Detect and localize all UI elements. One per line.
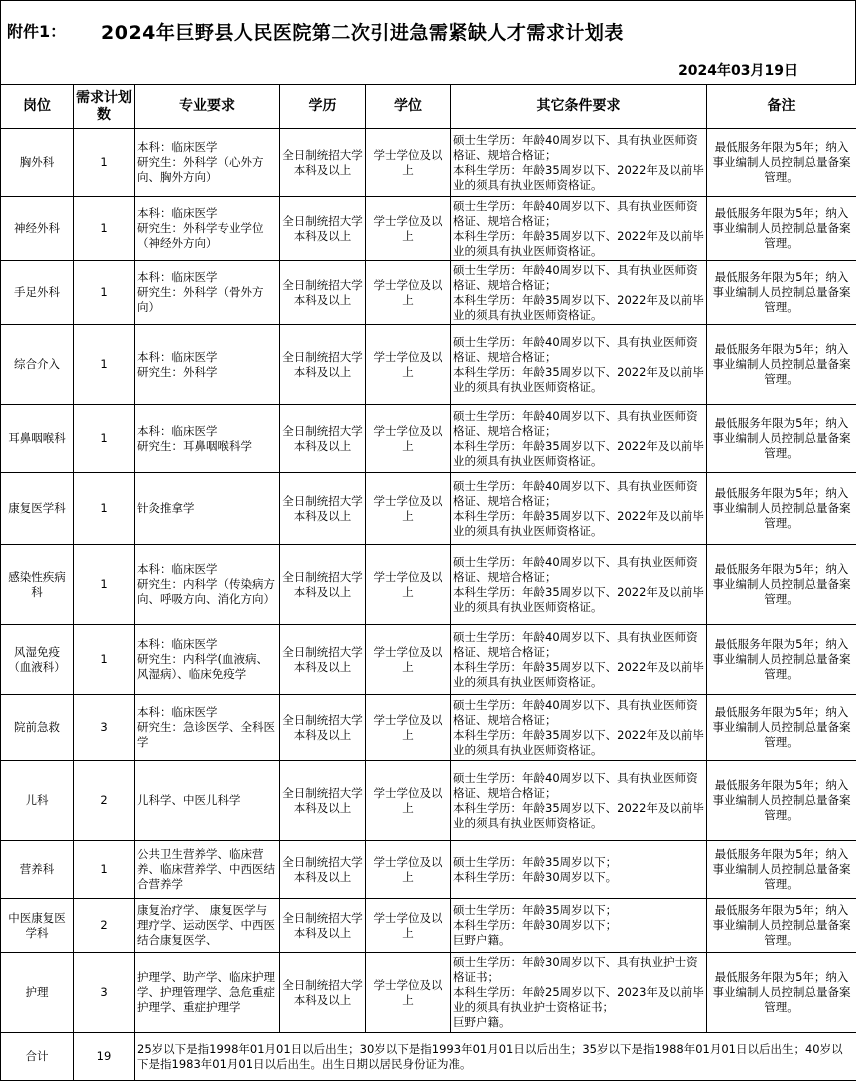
cell-degree: 学士学位及以上 (366, 197, 451, 261)
cell-count: 1 (74, 325, 135, 405)
cell-note: 最低服务年限为5年；纳入事业编制人员控制总量备案管理。 (707, 953, 856, 1033)
cell-post: 神经外科 (1, 197, 74, 261)
cell-other: 硕士生学历：年龄40周岁以下、具有执业医师资格证、规培合格证； 本科生学历：年龄35周岁以下、2022年及以前毕业的须具有执业医师资格证。 (451, 197, 707, 261)
table-body (1, 129, 856, 1033)
cell-degree: 学士学位及以上 (366, 625, 451, 695)
cell-major: 公共卫生营养学、临床营养、临床营养学、中西医结合营养学 (135, 841, 280, 899)
cell-education: 全日制统招大学本科及以上 (280, 953, 366, 1033)
cell-note: 最低服务年限为5年；纳入事业编制人员控制总量备案管理。 (707, 325, 856, 405)
cell-major: 本科：临床医学 研究生：外科学（心外方向、胸外方向） (135, 129, 280, 197)
cell-post: 风湿免疫（血液科） (1, 625, 74, 695)
table-row (1, 197, 856, 261)
cell-post: 院前急救 (1, 695, 74, 761)
table-row (1, 261, 856, 325)
table-row (1, 841, 856, 899)
attachment-label: 附件1： (7, 22, 67, 41)
cell-other: 硕士生学历：年龄35周岁以下； 本科生学历：年龄30周岁以下； 巨野户籍。 (451, 899, 707, 953)
cell-major: 儿科学、中医儿科学 (135, 761, 280, 841)
cell-count: 2 (74, 899, 135, 953)
cell-note: 最低服务年限为5年；纳入事业编制人员控制总量备案管理。 (707, 545, 856, 625)
cell-count: 1 (74, 129, 135, 197)
cell-major: 本科：临床医学 研究生：外科学 (135, 325, 280, 405)
cell-education: 全日制统招大学本科及以上 (280, 545, 366, 625)
total-label: 合计 (1, 1033, 74, 1081)
cell-education: 全日制统招大学本科及以上 (280, 197, 366, 261)
cell-degree: 学士学位及以上 (366, 473, 451, 545)
cell-count: 1 (74, 473, 135, 545)
cell-education: 全日制统招大学本科及以上 (280, 473, 366, 545)
cell-post: 胸外科 (1, 129, 74, 197)
cell-note: 最低服务年限为5年；纳入事业编制人员控制总量备案管理。 (707, 625, 856, 695)
cell-major: 本科：临床医学 研究生：耳鼻咽喉科学 (135, 405, 280, 473)
col-header-degree: 学位 (366, 85, 451, 129)
cell-degree: 学士学位及以上 (366, 695, 451, 761)
sheet-title: 2024年巨野县人民医院第二次引进急需紧缺人才需求计划表 (101, 22, 624, 44)
cell-education: 全日制统招大学本科及以上 (280, 899, 366, 953)
table-row (1, 625, 856, 695)
cell-degree: 学士学位及以上 (366, 953, 451, 1033)
sheet-header (0, 0, 856, 85)
cell-major: 本科：临床医学 研究生：急诊医学、全科医学 (135, 695, 280, 761)
cell-other: 硕士生学历：年龄40周岁以下、具有执业医师资格证、规培合格证； 本科生学历：年龄35周岁以下、2022年及以前毕业的须具有执业医师资格证。 (451, 695, 707, 761)
cell-other: 硕士生学历：年龄40周岁以下、具有执业医师资格证、规培合格证； 本科生学历：年龄35周岁以下、2022年及以前毕业的须具有执业医师资格证。 (451, 625, 707, 695)
cell-other: 硕士生学历：年龄40周岁以下、具有执业医师资格证、规培合格证； 本科生学历：年龄35周岁以下、2022年及以前毕业的须具有执业医师资格证。 (451, 129, 707, 197)
cell-education: 全日制统招大学本科及以上 (280, 761, 366, 841)
cell-education: 全日制统招大学本科及以上 (280, 405, 366, 473)
total-row (1, 1033, 856, 1081)
cell-note: 最低服务年限为5年；纳入事业编制人员控制总量备案管理。 (707, 841, 856, 899)
cell-education: 全日制统招大学本科及以上 (280, 325, 366, 405)
cell-degree: 学士学位及以上 (366, 325, 451, 405)
cell-post: 耳鼻咽喉科 (1, 405, 74, 473)
table-row (1, 695, 856, 761)
cell-count: 2 (74, 761, 135, 841)
cell-degree: 学士学位及以上 (366, 899, 451, 953)
cell-post: 儿科 (1, 761, 74, 841)
cell-major: 本科：临床医学 研究生：内科学(血液病、风湿病）、临床免疫学 (135, 625, 280, 695)
table-header-row (1, 85, 856, 129)
cell-post: 中医康复医学科 (1, 899, 74, 953)
total-footnote: 25岁以下是指1998年01月01日以后出生；30岁以下是指1993年01月01日以后出生；35岁以下是指1988年01月01日以后出生；40岁以下是指1983年01月01日以后出生。出生日期以居民身份证为准。 (135, 1033, 856, 1081)
cell-post: 护理 (1, 953, 74, 1033)
cell-other: 硕士生学历：年龄40周岁以下、具有执业医师资格证、规培合格证； 本科生学历：年龄35周岁以下、2022年及以前毕业的须具有执业医师资格证。 (451, 405, 707, 473)
cell-post: 综合介入 (1, 325, 74, 405)
cell-count: 1 (74, 261, 135, 325)
cell-degree: 学士学位及以上 (366, 841, 451, 899)
cell-count: 1 (74, 545, 135, 625)
cell-other: 硕士生学历：年龄35周岁以下； 本科生学历：年龄30周岁以下。 (451, 841, 707, 899)
table-row (1, 761, 856, 841)
col-header-note: 备注 (707, 85, 856, 129)
cell-other: 硕士生学历：年龄40周岁以下、具有执业医师资格证、规培合格证； 本科生学历：年龄35周岁以下、2022年及以前毕业的须具有执业医师资格证。 (451, 325, 707, 405)
cell-education: 全日制统招大学本科及以上 (280, 129, 366, 197)
cell-note: 最低服务年限为5年；纳入事业编制人员控制总量备案管理。 (707, 129, 856, 197)
requirements-table (0, 84, 856, 1081)
cell-count: 3 (74, 953, 135, 1033)
cell-other: 硕士生学历：年龄40周岁以下、具有执业医师资格证、规培合格证； 本科生学历：年龄35周岁以下、2022年及以前毕业的须具有执业医师资格证。 (451, 261, 707, 325)
cell-count: 1 (74, 841, 135, 899)
sheet-date: 2024年03月19日 (678, 63, 798, 79)
cell-post: 手足外科 (1, 261, 74, 325)
cell-major: 本科：临床医学 研究生：外科学专业学位（神经外方向） (135, 197, 280, 261)
table-row (1, 129, 856, 197)
cell-major: 康复治疗学、 康复医学与理疗学、运动医学、中西医结合康复医学、 (135, 899, 280, 953)
cell-other: 硕士生学历：年龄40周岁以下、具有执业医师资格证、规培合格证； 本科生学历：年龄35周岁以下、2022年及以前毕业的须具有执业医师资格证。 (451, 761, 707, 841)
total-count: 19 (74, 1033, 135, 1081)
col-header-major: 专业要求 (135, 85, 280, 129)
cell-degree: 学士学位及以上 (366, 405, 451, 473)
col-header-count: 需求计划数 (74, 85, 135, 129)
cell-education: 全日制统招大学本科及以上 (280, 695, 366, 761)
cell-education: 全日制统招大学本科及以上 (280, 841, 366, 899)
cell-note: 最低服务年限为5年；纳入事业编制人员控制总量备案管理。 (707, 695, 856, 761)
cell-major: 本科：临床医学 研究生：内科学（传染病方向、呼吸方向、消化方向） (135, 545, 280, 625)
table-row (1, 545, 856, 625)
cell-degree: 学士学位及以上 (366, 761, 451, 841)
table-row (1, 325, 856, 405)
cell-other: 硕士生学历：年龄30周岁以下、具有执业护士资格证书； 本科生学历：年龄25周岁以下、2023年及以前毕业的须具有执业护士资格证书； 巨野户籍。 (451, 953, 707, 1033)
col-header-other: 其它条件要求 (451, 85, 707, 129)
cell-post: 康复医学科 (1, 473, 74, 545)
cell-count: 1 (74, 197, 135, 261)
cell-note: 最低服务年限为5年；纳入事业编制人员控制总量备案管理。 (707, 473, 856, 545)
cell-count: 1 (74, 625, 135, 695)
cell-degree: 学士学位及以上 (366, 545, 451, 625)
cell-education: 全日制统招大学本科及以上 (280, 261, 366, 325)
col-header-post: 岗位 (1, 85, 74, 129)
cell-count: 3 (74, 695, 135, 761)
cell-other: 硕士生学历：年龄40周岁以下、具有执业医师资格证、规培合格证； 本科生学历：年龄35周岁以下、2022年及以前毕业的须具有执业医师资格证。 (451, 545, 707, 625)
cell-degree: 学士学位及以上 (366, 261, 451, 325)
cell-post: 营养科 (1, 841, 74, 899)
table-row (1, 899, 856, 953)
cell-note: 最低服务年限为5年；纳入事业编制人员控制总量备案管理。 (707, 899, 856, 953)
cell-note: 最低服务年限为5年；纳入事业编制人员控制总量备案管理。 (707, 405, 856, 473)
cell-note: 最低服务年限为5年；纳入事业编制人员控制总量备案管理。 (707, 197, 856, 261)
cell-post: 感染性疾病科 (1, 545, 74, 625)
table-row (1, 405, 856, 473)
table-row (1, 953, 856, 1033)
cell-degree: 学士学位及以上 (366, 129, 451, 197)
cell-note: 最低服务年限为5年；纳入事业编制人员控制总量备案管理。 (707, 261, 856, 325)
cell-major: 针灸推拿学 (135, 473, 280, 545)
table-row (1, 473, 856, 545)
cell-note: 最低服务年限为5年；纳入事业编制人员控制总量备案管理。 (707, 761, 856, 841)
cell-other: 硕士生学历：年龄40周岁以下、具有执业医师资格证、规培合格证； 本科生学历：年龄35周岁以下、2022年及以前毕业的须具有执业医师资格证。 (451, 473, 707, 545)
cell-count: 1 (74, 405, 135, 473)
col-header-education: 学历 (280, 85, 366, 129)
cell-major: 本科：临床医学 研究生：外科学（骨外方向） (135, 261, 280, 325)
cell-major: 护理学、助产学、临床护理学、护理管理学、急危重症护理学、重症护理学 (135, 953, 280, 1033)
cell-education: 全日制统招大学本科及以上 (280, 625, 366, 695)
